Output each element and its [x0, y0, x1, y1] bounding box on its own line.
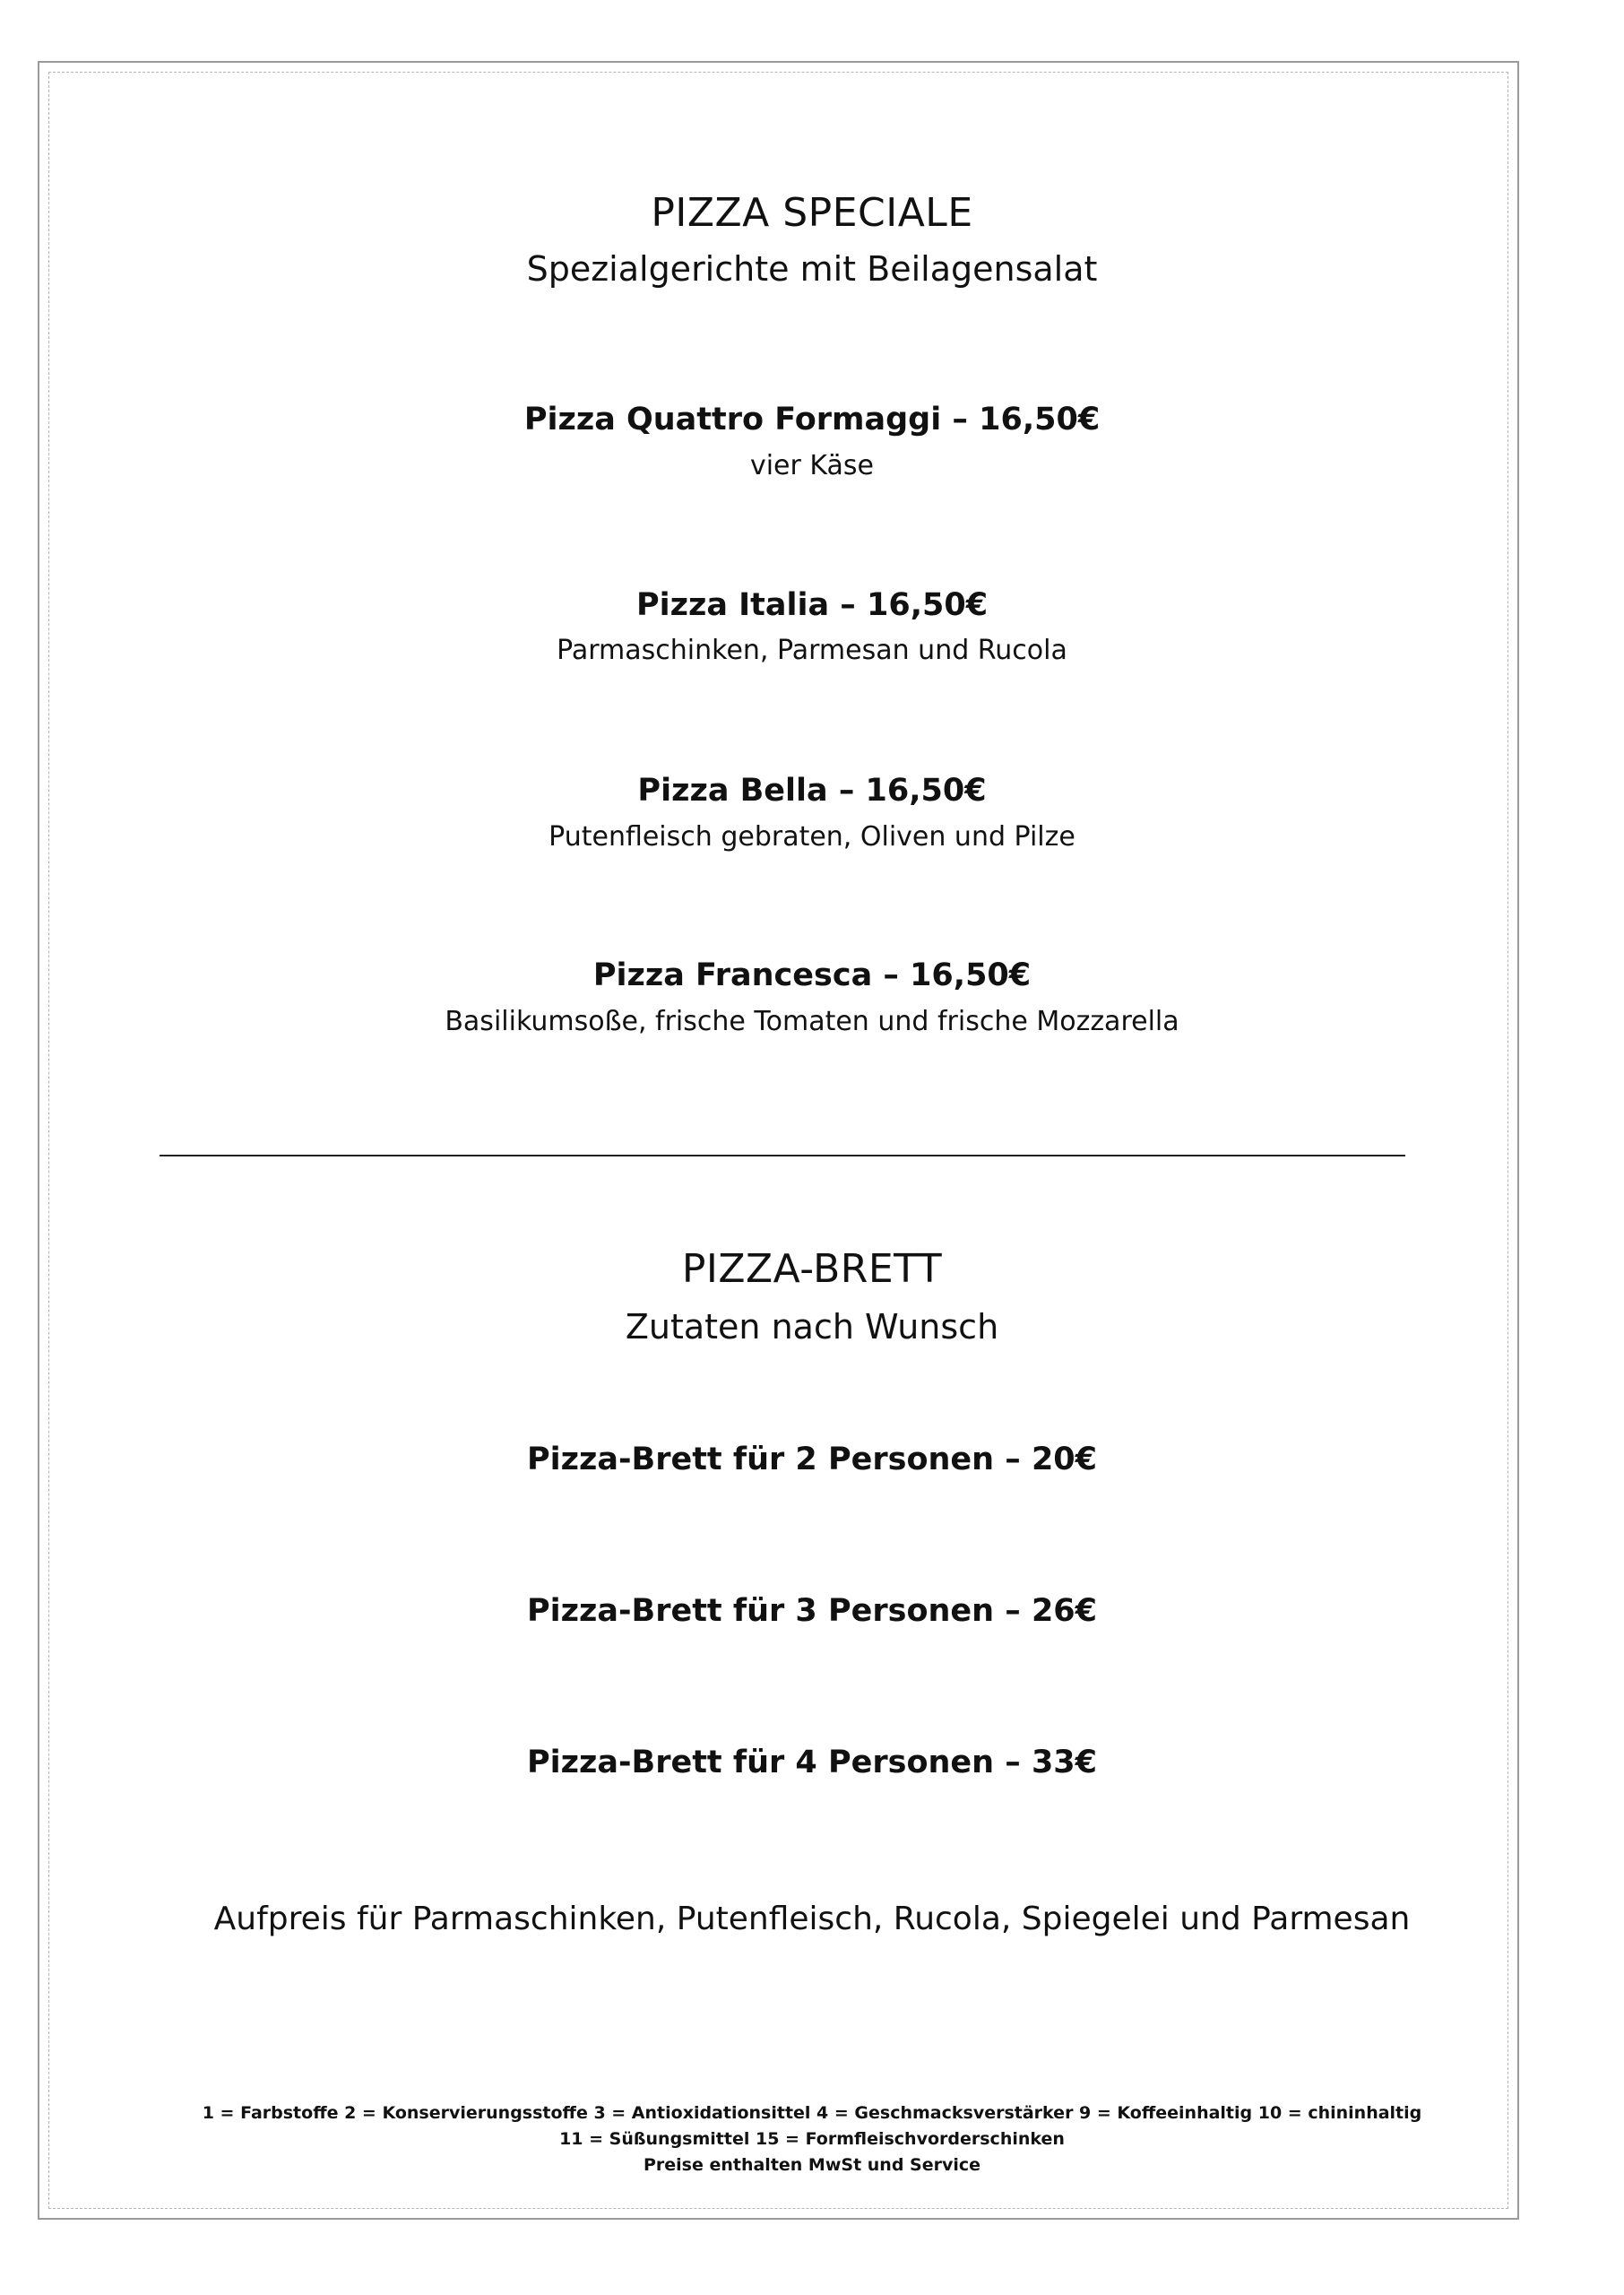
- menu-item-name: Pizza Quattro Formaggi – 16,50€: [523, 402, 1101, 437]
- menu-item-description: Basilikumsoße, frische Tomaten und frische Mozzarella: [445, 1006, 1179, 1037]
- additives-legend-line-1: 1 = Farbstoffe 2 = Konservierungsstoffe 3 = Antioxidationsittel 4 = Geschmacksverstärker 9 = Koffeeinhaltig 10 = chininhaltig: [202, 2103, 1422, 2123]
- section-subtitle-speciale: Spezialgerichte mit Beilagensalat: [526, 249, 1098, 289]
- page-inner-border: [48, 72, 1508, 2209]
- brett-item: Pizza-Brett für 2 Personen – 20€: [526, 1442, 1097, 1477]
- additives-legend-line-2: 11 = Süßungsmittel 15 = Formfleischvorderschinken: [559, 2129, 1065, 2149]
- menu-item-name: Pizza Bella – 16,50€: [637, 773, 987, 809]
- section-title-brett: PIZZA-BRETT: [681, 1246, 943, 1292]
- section-subtitle-brett: Zutaten nach Wunsch: [625, 1307, 999, 1347]
- menu-item-name: Pizza Italia – 16,50€: [635, 587, 989, 623]
- menu-item-description: vier Käse: [749, 450, 875, 481]
- menu-item-description: Putenfleisch gebraten, Oliven und Pilze: [549, 821, 1075, 853]
- section-divider: [160, 1155, 1405, 1156]
- brett-item: Pizza-Brett für 3 Personen – 26€: [526, 1593, 1097, 1629]
- menu-item-description: Parmaschinken, Parmesan und Rucola: [557, 635, 1067, 666]
- brett-item: Pizza-Brett für 4 Personen – 33€: [526, 1745, 1097, 1780]
- prices-note: Preise enthalten MwSt und Service: [643, 2155, 981, 2175]
- section-title-speciale: PIZZA SPECIALE: [651, 190, 973, 236]
- menu-item-name: Pizza Francesca – 16,50€: [592, 957, 1032, 993]
- extras-note: Aufpreis für Parmaschinken, Putenfleisch, Rucola, Spiegelei und Parmesan: [213, 1901, 1411, 1937]
